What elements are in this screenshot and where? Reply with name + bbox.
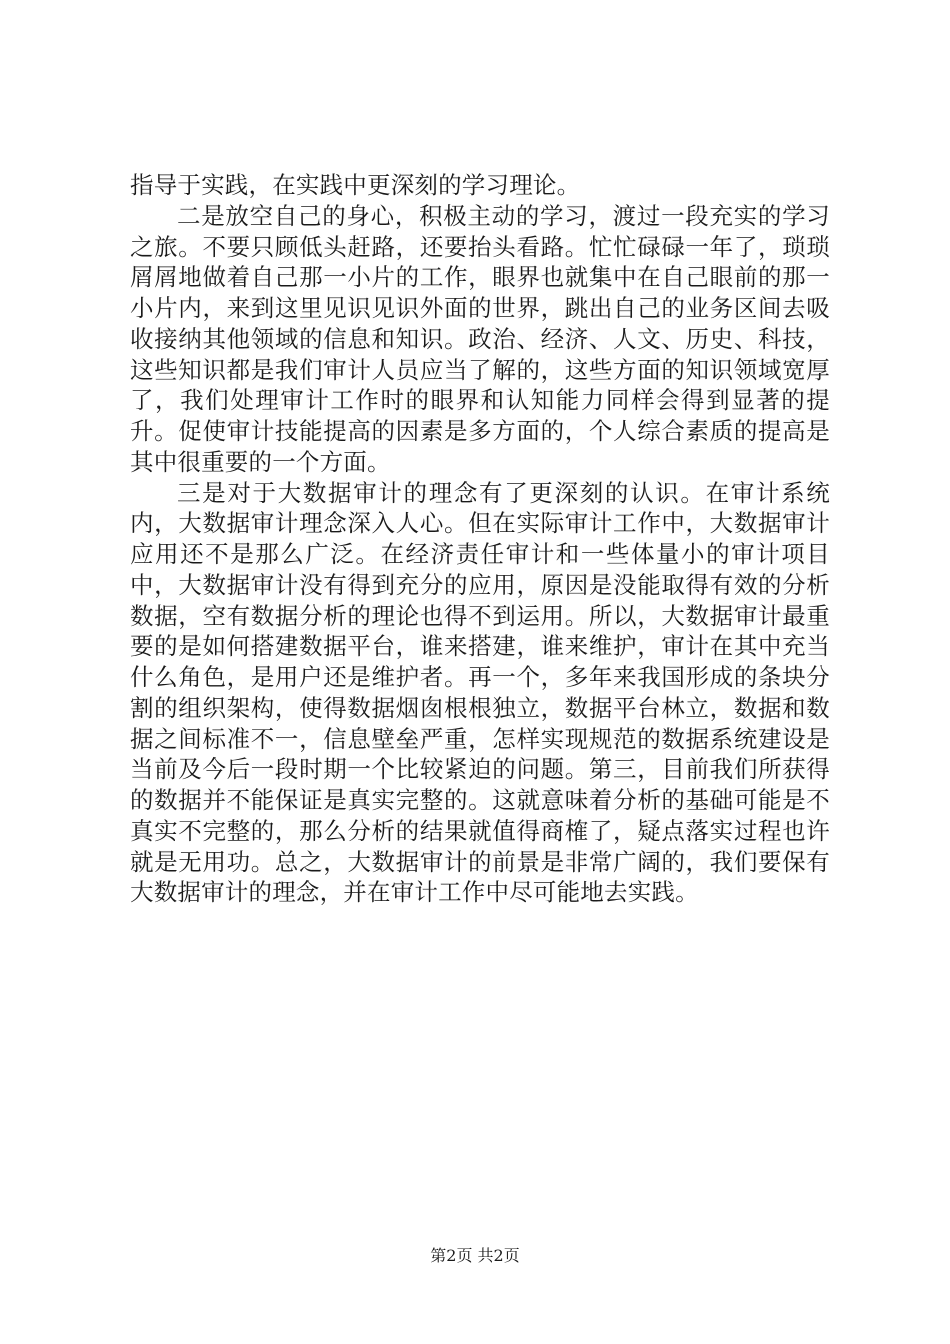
- document-body: [130, 170, 830, 908]
- page-number-footer: 第2页 共2页: [430, 1246, 520, 1265]
- paragraph-continuation: 指导于实践，在实践中更深刻的学习理论。: [130, 171, 581, 199]
- paragraph-point-two: 二是放空自己的身心，积极主动的学习，渡过一段充实的学习之旅。不要只顾低头赶路，还要抬头看路。忙忙碌碌一年了，琐琐屑屑地做着自己那一小片的工作，眼界也就集中在自己眼前的那一小片内，来到这里见识见识外面的世界，跳出自己的业务区间去吸收接纳其他领域的信息和知识。政治、经济、人文、历史、科技，这些知识都是我们审计人员应当了解的，这些方面的知识领域宽厚了，我们处理审计工作时的眼界和认知能力同样会得到显著的提升。促使审计技能提高的因素是多方面的，个人综合素质的提高是其中很重要的一个方面。: [130, 201, 830, 476]
- paragraph-point-three: 三是对于大数据审计的理念有了更深刻的认识。在审计系统内，大数据审计理念深入人心。但在实际审计工作中，大数据审计应用还不是那么广泛。在经济责任审计和一些体量小的审计项目中，大数据审计没有得到充分的应用，原因是没能取得有效的分析数据，空有数据分析的理论也得不到运用。所以，大数据审计最重要的是如何搭建数据平台，谁来搭建，谁来维护，审计在其中充当什么角色，是用户还是维护者。再一个，多年来我国形成的条块分割的组织架构，使得数据烟囱根根独立，数据平台林立，数据和数据之间标准不一，信息壁垒严重，怎样实现规范的数据系统建设是当前及今后一段时期一个比较紧迫的问题。第三，目前我们所获得的数据并不能保证是真实完整的。这就意味着分析的基础可能是不真实不完整的，那么分析的结果就值得商榷了，疑点落实过程也许就是无用功。总之，大数据审计的前景是非常广阔的，我们要保有大数据审计的理念，并在审计工作中尽可能地去实践。: [130, 478, 830, 907]
